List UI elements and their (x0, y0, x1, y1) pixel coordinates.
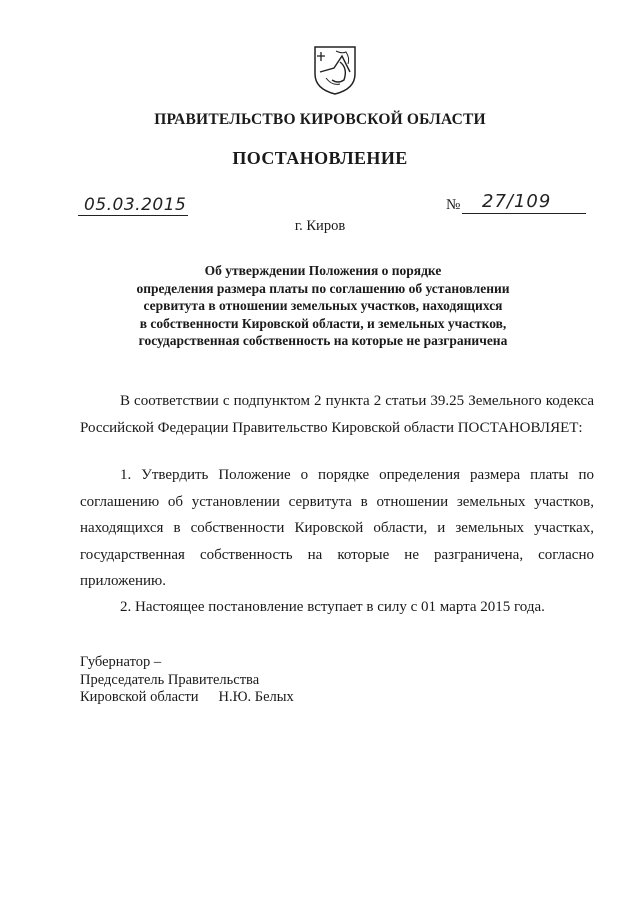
subject-line: государственная собственность на которые не разграничена (138, 333, 508, 348)
signature-title-line: Кировской области (80, 689, 199, 705)
subject-line: Об утверждении Положения о порядке (204, 263, 442, 278)
subject-line: сервитута в отношении земельных участков, находящихся (143, 298, 503, 313)
signature-title-line: Губернатор – (80, 654, 162, 670)
document-subject (90, 262, 556, 350)
document-type: ПОСТАНОВЛЕНИЕ (232, 148, 408, 168)
city: г. Киров (294, 218, 346, 234)
government-title: ПРАВИТЕЛЬСТВО КИРОВСКОЙ ОБЛАСТИ (154, 111, 486, 128)
subject-line: в собственности Кировской области, и земельных участков, (139, 315, 507, 331)
signature-title-line: Председатель Правительства (80, 671, 260, 688)
handwritten-number: 27/109 (482, 191, 552, 212)
item-1-paragraph: 1. Утвердить Положение о порядке определения размера платы по соглашению об установлении сервитута в отношении земельных участков, находящихся в собственности Кировской области, и земельных участках, государственная собственность на которые не разграничена, согласно приложению. (80, 467, 594, 589)
item-2-paragraph: 2. Настоящее постановление вступает в силу с 01 марта 2015 года. (120, 599, 545, 615)
signatory-name: Н.Ю. Белых (218, 689, 294, 705)
handwritten-date: 05.03.2015 (84, 195, 187, 215)
signature-block (80, 654, 294, 707)
subject-line: определения размера платы по соглашению об установлении (136, 280, 510, 296)
kirov-oblast-coat-of-arms-icon (312, 44, 358, 96)
preamble-paragraph: В соответствии с подпунктом 2 пункта 2 статьи 39.25 Земельного кодекса Российской Федерации Правительство Кировской области ПОСТАНОВЛЯЕТ: (80, 393, 594, 436)
date-underline (78, 215, 188, 216)
number-underline (462, 213, 586, 214)
number-label: № (446, 197, 461, 213)
